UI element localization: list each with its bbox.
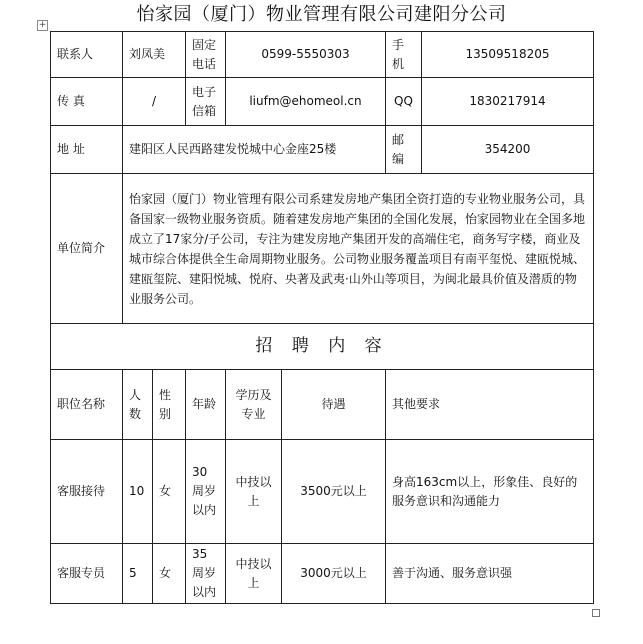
row1-gender: 女 [153,440,186,544]
col-header-position: 职位名称 [51,370,123,440]
contact-label: 联系人 [51,32,123,78]
row1-requirements: 身高163cm以上，形象佳、良好的服务意识和沟通能力 [386,440,594,544]
row2-age: 35周岁以内 [186,544,226,604]
col-header-count: 人数 [123,370,153,440]
row1-position: 客服接待 [51,440,123,544]
address-row [51,126,594,174]
col-header-salary: 待遇 [282,370,386,440]
row2-count: 5 [123,544,153,604]
row2-gender: 女 [153,544,186,604]
contact-row [51,32,594,78]
email-value: liufm@ehomeol.cn [226,78,386,126]
col-header-requirements: 其他要求 [386,370,594,440]
row1-salary: 3500元以上 [282,440,386,544]
col-header-gender: 性别 [153,370,186,440]
fax-value: / [123,78,186,126]
address-label: 地 址 [51,126,123,174]
document-title: 怡家园（厦门）物业管理有限公司建阳分公司 [136,4,507,25]
intro-label: 单位简介 [51,174,123,324]
contact-name: 刘凤美 [123,32,186,78]
mobile-label: 手机 [386,32,422,78]
table-row [51,544,594,604]
intro-row [51,174,594,324]
landline-label: 固定电话 [186,32,226,78]
company-intro: 怡家园（厦门）物业管理有限公司系建发房地产集团全资打造的专业物业服务公司，具备国家一级物业服务资质。随着建发房地产集团的全国化发展，怡家园物业在全国多地成立了17家分/子公司，专注为建发房地产集团开发的高端住宅，商务写字楼，商业及城市综合体提供全生命周期物业服务。公司物业服务覆盖项目有南平玺悦、建瓯悦城、建瓯玺院、建阳悦城、悦府、央著及武夷·山外山等项目，为闽北最具价值及潜质的物业服务公司。 [123,174,594,324]
fax-row [51,78,594,126]
col-header-age: 年龄 [186,370,226,440]
recruit-heading-row [51,324,594,370]
postcode-value: 354200 [422,126,594,174]
recruit-heading: 招 聘 内 容 [51,324,594,370]
fax-label: 传 真 [51,78,123,126]
qq-value: 1830217914 [422,78,594,126]
row2-position: 客服专员 [51,544,123,604]
table-row [51,440,594,544]
row1-count: 10 [123,440,153,544]
row1-age: 30周岁以内 [186,440,226,544]
postcode-label: 邮编 [386,126,422,174]
row1-education: 中技以上 [226,440,282,544]
address-value: 建阳区人民西路建发悦城中心金座25楼 [123,126,386,174]
email-label: 电子信箱 [186,78,226,126]
table-move-handle-icon[interactable]: + [38,20,47,30]
qq-label: QQ [386,78,422,126]
table-resize-handle-icon[interactable] [592,609,600,617]
table-header-row [51,370,594,440]
row2-salary: 3000元以上 [282,544,386,604]
landline-value: 0599-5550303 [226,32,386,78]
recruitment-table [50,31,594,604]
mobile-value: 13509518205 [422,32,594,78]
row2-education: 中技以上 [226,544,282,604]
col-header-education: 学历及专业 [226,370,282,440]
row2-requirements: 善于沟通、服务意识强 [386,544,594,604]
